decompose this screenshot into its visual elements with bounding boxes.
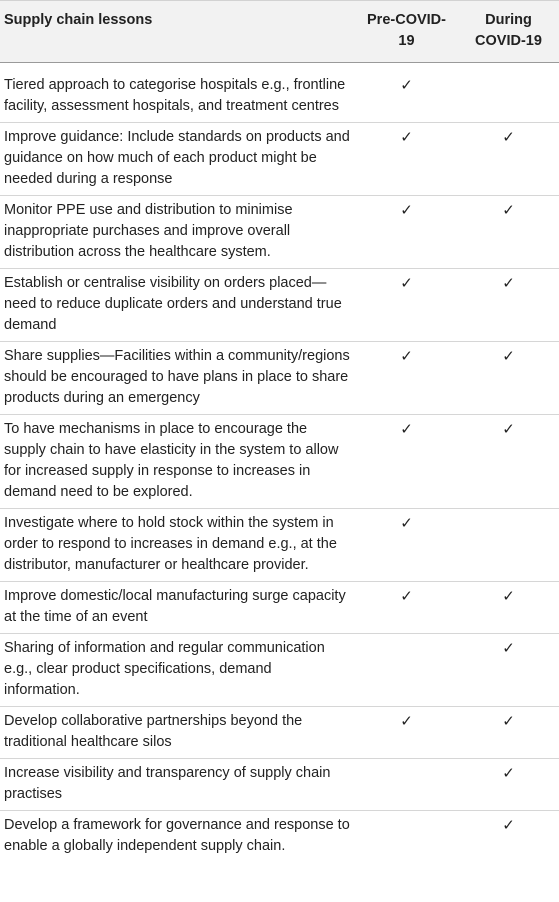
pre-covid-check-icon: ✓	[355, 415, 458, 509]
table-row	[0, 582, 559, 634]
during-covid-check-icon	[458, 63, 559, 123]
table-row	[0, 269, 559, 342]
pre-covid-check-icon	[355, 759, 458, 811]
during-covid-check-icon	[458, 509, 559, 582]
pre-covid-check-icon: ✓	[355, 582, 458, 634]
pre-covid-check-icon: ✓	[355, 63, 458, 123]
header-during-line2: COVID-19	[475, 33, 542, 49]
lesson-cell: Increase visibility and transparency of supply chain practises	[0, 759, 355, 811]
pre-covid-check-icon	[355, 811, 458, 863]
table-row	[0, 634, 559, 707]
table-row	[0, 759, 559, 811]
during-covid-check-icon: ✓	[458, 634, 559, 707]
table-row	[0, 196, 559, 269]
table-row	[0, 63, 559, 123]
pre-covid-check-icon: ✓	[355, 269, 458, 342]
header-during-covid	[458, 1, 559, 63]
pre-covid-check-icon: ✓	[355, 196, 458, 269]
lesson-cell: Tiered approach to categorise hospitals e.g., frontline facility, assessment hospitals, and treatment centres	[0, 63, 355, 123]
table-row	[0, 415, 559, 509]
table-row	[0, 342, 559, 415]
header-pre-covid: Pre-COVID-19	[355, 1, 458, 63]
header-lessons: Supply chain lessons	[0, 1, 355, 63]
lesson-cell: Investigate where to hold stock within the system in order to respond to increases in demand e.g., at the distributor, manufacturer or healthcare provider.	[0, 509, 355, 582]
during-covid-check-icon: ✓	[458, 196, 559, 269]
pre-covid-check-icon	[355, 634, 458, 707]
during-covid-check-icon: ✓	[458, 582, 559, 634]
pre-covid-check-icon: ✓	[355, 707, 458, 759]
table-row	[0, 707, 559, 759]
pre-covid-check-icon: ✓	[355, 123, 458, 196]
lesson-cell: To have mechanisms in place to encourage the supply chain to have elasticity in the system to allow for increased supply in response to increases in demand need to be explored.	[0, 415, 355, 509]
table-header	[0, 1, 559, 63]
lesson-cell: Establish or centralise visibility on orders placed—need to reduce duplicate orders and understand true demand	[0, 269, 355, 342]
during-covid-check-icon: ✓	[458, 123, 559, 196]
during-covid-check-icon: ✓	[458, 707, 559, 759]
lesson-cell: Improve guidance: Include standards on products and guidance on how much of each product might be needed during a response	[0, 123, 355, 196]
pre-covid-check-icon: ✓	[355, 509, 458, 582]
during-covid-check-icon: ✓	[458, 342, 559, 415]
table-row	[0, 811, 559, 863]
table-row	[0, 123, 559, 196]
header-during-line1: During	[485, 12, 532, 28]
table-row	[0, 509, 559, 582]
during-covid-check-icon: ✓	[502, 816, 515, 834]
lesson-cell: Monitor PPE use and distribution to minimise inappropriate purchases and improve overall distribution across the healthcare system.	[0, 196, 355, 269]
header-row	[0, 1, 559, 63]
lesson-cell: Share supplies—Facilities within a community/regions should be encouraged to have plans in place to share products during an emergency	[0, 342, 355, 415]
table-body	[0, 63, 559, 863]
lesson-cell: Sharing of information and regular communication e.g., clear product specifications, demand information.	[0, 634, 355, 707]
lesson-cell: Improve domestic/local manufacturing surge capacity at the time of an event	[0, 582, 355, 634]
pre-covid-check-icon: ✓	[355, 342, 458, 415]
lesson-cell: Develop a framework for governance and response to enable a globally independent supply chain.	[4, 817, 350, 854]
during-covid-check-icon: ✓	[458, 269, 559, 342]
during-covid-check-icon: ✓	[458, 415, 559, 509]
lesson-cell: Develop collaborative partnerships beyond the traditional healthcare silos	[0, 707, 355, 759]
during-covid-check-icon: ✓	[458, 759, 559, 811]
